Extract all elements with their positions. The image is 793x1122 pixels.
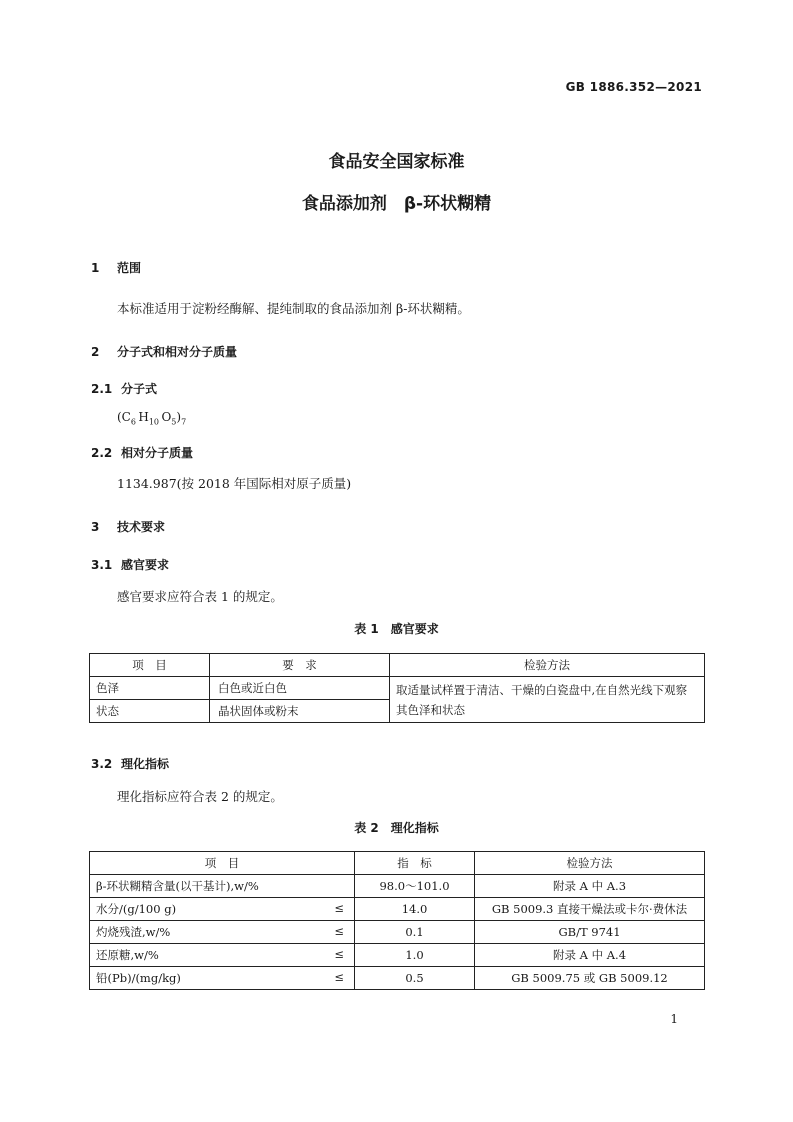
item-cell: 水分/(g/100 g) ≤ [90, 898, 355, 921]
table-2-caption: 表 2 理化指标 [354, 821, 439, 835]
table-row [90, 875, 705, 898]
table-1-caption: 表 1 感官要求 [354, 622, 439, 636]
section-2-heading [91, 343, 237, 360]
document-subtitle: 食品添加剂 β-环状糊精 [301, 194, 492, 214]
section-number: 2.1 [91, 382, 113, 396]
item-cell: 灼烧残渣,w/% ≤ [90, 921, 355, 944]
sensory-table [89, 653, 705, 723]
section-title: 范围 [117, 261, 142, 275]
requirement-cell: 白色或近白色 [210, 677, 390, 700]
value-cell: 0.5 [355, 967, 475, 990]
value-cell: 98.0～101.0 [355, 875, 475, 898]
section-number: 2 [91, 345, 100, 359]
sensory-paragraph: 感官要求应符合表 1 的规定。 [117, 589, 283, 604]
section-number: 1 [91, 261, 100, 275]
method-cell: GB 5009.75 或 GB 5009.12 [475, 967, 705, 990]
document-title: 食品安全国家标准 [328, 152, 465, 172]
table-row [90, 921, 705, 944]
section-title: 感官要求 [121, 558, 170, 572]
section-title: 分子式 [121, 382, 158, 396]
item-cell: 状态 [90, 700, 210, 723]
table-header-row [90, 654, 705, 677]
item-cell: 色泽 [90, 677, 210, 700]
header-method: 检验方法 [475, 852, 705, 875]
table-row [90, 967, 705, 990]
header-item: 项 目 [90, 654, 210, 677]
section-3-2-heading [91, 755, 169, 772]
section-title: 理化指标 [121, 757, 170, 771]
method-cell: 附录 A 中 A.3 [475, 875, 705, 898]
value-cell: 0.1 [355, 921, 475, 944]
section-title: 相对分子质量 [121, 446, 194, 460]
method-cell: 附录 A 中 A.4 [475, 944, 705, 967]
page-number: 1 [670, 1012, 678, 1026]
header-method: 检验方法 [390, 654, 705, 677]
less-equal-sign: ≤ [334, 901, 344, 915]
molecular-mass-paragraph: 1134.987(按 2018 年国际相对原子质量) [117, 476, 352, 491]
section-3-heading [91, 518, 165, 535]
section-2-1-heading [91, 380, 157, 397]
table-row [90, 944, 705, 967]
less-equal-sign: ≤ [334, 947, 344, 961]
molecular-formula: ($C_6$ $H_{10}$ $O_5)_7$ [117, 410, 187, 427]
item-cell: β-环状糊精含量(以干基计),w/% [90, 875, 355, 898]
item-cell: 还原糖,w/% ≤ [90, 944, 355, 967]
table-row [90, 677, 705, 700]
header-value: 指 标 [355, 852, 475, 875]
section-title: 技术要求 [117, 520, 166, 534]
value-cell: 1.0 [355, 944, 475, 967]
physicochemical-table [89, 851, 705, 990]
section-number: 3.2 [91, 757, 113, 771]
section-number: 2.2 [91, 446, 113, 460]
less-equal-sign: ≤ [334, 924, 344, 938]
section-2-2-heading [91, 444, 193, 461]
method-cell: GB 5009.3 直接干燥法或卡尔·费休法 [475, 898, 705, 921]
value-cell: 14.0 [355, 898, 475, 921]
standard-number: GB 1886.352—2021 [565, 80, 702, 94]
header-requirement: 要 求 [210, 654, 390, 677]
table-row [90, 898, 705, 921]
section-3-1-heading [91, 556, 169, 573]
physicochemical-paragraph: 理化指标应符合表 2 的规定。 [117, 789, 283, 804]
section-title: 分子式和相对分子质量 [117, 345, 238, 359]
item-cell: 铅(Pb)/(mg/kg) ≤ [90, 967, 355, 990]
method-cell: 取适量试样置于清洁、干燥的白瓷盘中,在自然光线下观察其色泽和状态 [390, 677, 705, 723]
less-equal-sign: ≤ [334, 970, 344, 984]
requirement-cell: 晶状固体或粉末 [210, 700, 390, 723]
method-cell: GB/T 9741 [475, 921, 705, 944]
section-1-heading [91, 259, 141, 276]
section-number: 3 [91, 520, 100, 534]
header-item: 项 目 [90, 852, 355, 875]
section-number: 3.1 [91, 558, 113, 572]
scope-paragraph: 本标准适用于淀粉经酶解、提纯制取的食品添加剂 β-环状糊精。 [117, 301, 470, 316]
table-header-row [90, 852, 705, 875]
